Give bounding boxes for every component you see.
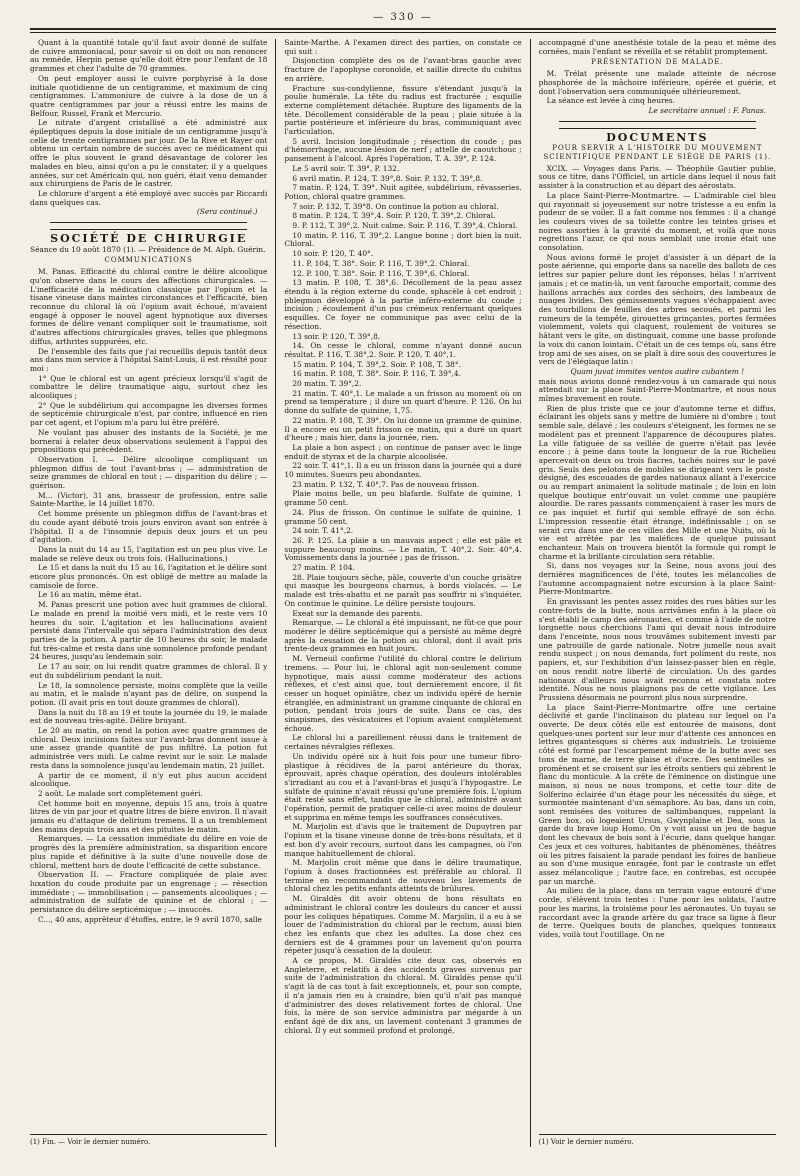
paragraph: 1° Que le chloral est un agent précieux lorsqu'il s'agit de combattre le délire traumatique aigu, surtout chez les alcooliques ;: [30, 373, 268, 401]
paragraph: Ne voulant pas abuser des instants de la Société, je me bornerai à relater deux observations seulement à l'appui des propositions qui précèdent.: [30, 427, 268, 455]
paragraph: 13 matin. P. 108, T. 38°,6. Décollement de la peau assez étendu à la région externe du coude, sphacèle à cet endroit ; phlegmon développé à la partie inféro-externe du coude ; incision ; écoulement d'un pus crémeux renfermant quelques esquilles. Ce foyer ne communique pas avec celui de la résection.: [284, 278, 522, 331]
reading: 13 soir. P. 120, T. 39°,8.: [292, 331, 381, 341]
paragraph: Plaie moins belle, un peu blafarde. Sulfate de quinine, 1 gramme 50 cent.: [284, 489, 522, 508]
section-divider: [50, 222, 247, 230]
paragraph: Le chloral lui a pareillement réussi dans le traitement de certaines névralgies réflexes.: [284, 733, 522, 752]
paragraph: M. Verneuil confirme l'utilité du chloral contre le delirium tremens. — Pour lui, le chloral agit non-seulement comme hypnotique, mais aussi comme modérateur des actions réflexes, et c'est ainsi que, tout dernièrement encore, il fit cesser un hoquet opiniâtre, chez un individu opéré de hernie étranglée, en administrant un gramme cinquante de chloral en potion, pendant trois jours de suite. Dans ce cas, des sinapismes, des vésicatoires et l'opium avaient complètement échoué.: [284, 654, 522, 733]
paragraph: M. Marjolin est d'avis que le traitement de Dupuytren par l'opium et la tisane vineuse donne de très-bons résultats, et il est bon d'y avoir recours, surtout dans les campagnes, où l'on manque habituellement de chloral.: [284, 822, 522, 858]
paragraph: M... (Victor), 31 ans, brasseur de profession, entre salle Sainte-Marthe, le 14 juillet 1870.: [30, 490, 268, 509]
reading: 12. P. 100, T. 38°. Soir. P. 116, T. 39°,6. Chloral.: [292, 268, 470, 278]
paragraph: 22 soir. T. 41°,1. Il a eu un frisson dans la journée qui a duré 10 minutes. Sueurs peu abondantes.: [284, 461, 522, 480]
reading: 14. On cesse le chloral, comme n'ayant donné aucun résultat. P. 116, T. 38°,2. Soir. P. 120, T. 40°,1.: [284, 341, 522, 359]
section-divider: [559, 121, 756, 129]
reading: 10 matin. P. 116, T. 39°,2. Langue bonne ; dort bien la nuit. Chloral.: [284, 230, 522, 249]
paragraph: 2° Que le subdélirium qui accompagne les diverses formes de septicémie chirurgicale n'est, par contre, influencé en rien par cet agent, et l'opium m'a paru lui être préféré.: [30, 400, 268, 428]
paragraph: Observation I. — Délire alcoolique compliquant un phlegmon diffus de tout l'avant-bras ; — administration de seize grammes de chloral en tout ; — disparition du délire ; — guérison.: [30, 454, 268, 491]
page-folio: — 330 —: [373, 12, 433, 23]
signature: Le secrétaire annuel : F. Panas.: [648, 105, 766, 115]
paragraph: Dans la nuit du 18 au 19 et toute la journée du 19, le malade est de nouveau très-agité. Délire bruyant.: [30, 707, 268, 726]
paragraph: En gravissant les pentes assez roides des rues bâties sur les contre-forts de la butte, nous arrivâmes enfin à la place où s'est établi le camp des aéronautes, et comme à l'aide de notre lorgnette nous cherchions l'ami qui devait nous introduire dans l'enceinte, nous nous trouvâmes subitement investi par une patrouille de garde nationale. Notre jumelle nous avait rendu suspect ; on nous demanda, fort poliment du reste, nos papiers, et, sur l'exhibition d'un laissez-passer bien en règle, on nous rendit notre liberté de circulation. Un des gardes nationaux d'ailleurs nous avait reconnu et constata notre identité. Nous ne nous plaignons pas de cette vigilance. Les Prussiens désormais ne pourront plus nous surprendre.: [538, 597, 776, 702]
reading: 7 soir. P. 132, T. 39°8. On continue la potion au chloral.: [292, 201, 499, 211]
reading: 6 avril matin. P. 124, T. 39°,8. Soir. P. 132, T. 39°,8.: [292, 173, 483, 183]
paragraph: C..., 40 ans, apprêteur d'étoffes, entre, le 9 avril 1870, salle: [38, 914, 262, 924]
paragraph: Le 18, la somnolence persiste, moins complète que la veille au matin, et le malade n'ayant pas de délire, on suspend la potion. (Il avait pris en tout douze grammes de chloral).: [30, 680, 268, 707]
paragraph: De l'ensemble des faits que j'ai recueillis depuis tantôt deux ans dans mon service à l'hôpital Saint-Louis, il est résulté pour moi :: [30, 346, 268, 373]
paragraph: Le 15 et dans la nuit du 15 au 16, l'agitation et le délire sont encore plus prononcés. On est obligé de mettre au malade la camisole de force.: [30, 563, 268, 590]
reading: 11. P. 104, T. 38°. Soir. P. 116, T. 39°,2. Chloral.: [292, 258, 470, 268]
paragraph: A ce propos, M. Giraldès cite deux cas, observés en Angleterre, et relatifs à des accidents graves survenus par suite de l'administration du chloral. M. Giraldès pense qu'il s'agit là de cas tout à fait exceptionnels, et, pour son compte, il n'a jamais rien eu à craindre, bien qu'il n'ait pas manqué d'administrer des doses relativement fortes de chloral. Une fois, la mère de son service administra par mégarde à un enfant âgé de dix ans, un lavement contenant 3 grammes de chloral. Il y eut sommeil profond et prolongé,: [284, 956, 522, 1035]
paragraph: Le 17 au soir, on lui rendit quatre grammes de chloral. Il y eut du subdélirium pendant la nuit.: [30, 662, 268, 680]
reading: 16 matin. P. 108, T. 38°. Soir. P. 116, T. 39°,4.: [292, 369, 461, 379]
paragraph: 5 avril. Incision longitudinale ; résection du coude ; pas d'hémorrhagie, aucune lésion de nerf ; attelle de caoutchouc ; pansement à l'alcool. Après l'opération, T. A. 39°, P. 124.: [284, 136, 522, 164]
column-1: [30, 39, 267, 1147]
paragraph: 21 matin. T. 40°,1. Le malade a un frisson au moment où on prend sa température ; il dure un quart d'heure. P. 126. On lui donne du sulfate de quinine, 1,75.: [284, 388, 522, 416]
reading: 7 matin. P. 124, T. 39°. Nuit agitée, subdélirium, rêvasseries. Potion, chloral quatre grammes.: [284, 183, 522, 201]
paragraph: mais nous avions donné rendez-vous à un camarade qui nous attendait sur la place Saint-Pierre-Montmartre, et nous nous mîmes bravement en route.: [538, 376, 776, 404]
columns: [30, 39, 776, 1147]
paragraph: Sainte-Marthe. A l'examen direct des parties, on constate ce qui suit :: [284, 39, 522, 56]
column-3: [539, 39, 776, 1147]
reading: 15 matin. P. 104, T. 39°,2. Soir. P. 108, T. 38°.: [292, 359, 461, 369]
paragraph: A partir de ce moment, il n'y eut plus aucun accident alcoolique.: [30, 770, 268, 789]
paragraph: 28. Plaie toujours sèche, pâle, couverte d'un couche grisâtre qui masque les bourgeons charnus, à bords violacés. — Le malade est très-abattu et ne paraît pas souffrir ni s'inquiéter. On continue le quinine. Le délire persiste toujours.: [284, 572, 522, 608]
latin-verse: Quam juvat immites ventos audire cubantem !: [570, 366, 745, 376]
paragraph: 26. P. 125. La plaie a un mauvais aspect ; elle est pâle et suppure beaucoup moins. — Le matin, T. 40°,2. Soir. 40°,4. Vomissements dans la journée ; pas de frisson.: [284, 535, 522, 563]
society-title: SOCIÉTÉ DE CHIRURGIE: [50, 232, 248, 246]
paragraph: 24 soir. T. 41°,2.: [292, 526, 354, 536]
paragraph: Cet homme présente un phlegmon diffus de l'avant-bras et du coude ayant débuté trois jours environ avant son entrée à l'hôpital. Il a de l'insomnie depuis deux jours et un peu d'agitation.: [30, 509, 268, 545]
paragraph: 22 matin. P. 108, T. 39°. On lui donne un gramme de quinine. Il a encore eu un petit frisson ce matin, qui a duré un quart d'heure ; mais hier, dans la journée, rien.: [284, 415, 522, 443]
communications-title: COMMUNICATIONS: [104, 256, 193, 265]
paragraph: M. Giraldès dit avoir obtenu de bons résultats en administrant le chloral contre les douleurs du cancer et aussi pour les coliques hépatiques. Comme M. Marjolin, il a eu à se louer de l'administration du chloral par le rectum, aussi bien chez les enfants que chez les adultes. La dose chez ces derniers est de 4 grammes pour un lavement qu'on pourra répéter jusqu'à cessation de la douleur.: [284, 894, 522, 956]
paragraph: Remarque. — Le chloral a été impuissant, ne fût-ce que pour modérer le délire septicémique qui a persisté au même degré après la cessation de la potion au chloral, dont il avait pris trente-deux grammes en huit jours.: [284, 618, 522, 654]
paragraph: Remarques. — La cessation immédiate du délire en voie de progrès dès la première administration, sa disparition encore plus rapide et définitive à la suite d'une nouvelle dose de chloral, mettent hors de doute l'efficacité de cette substance.: [30, 834, 268, 870]
paragraph: Observation II. — Fracture compliquée de plaie avec luxation du coude produite par un engrenage ; — résection immédiate ; — immobilisation ; — pansements alcooliques ; — administration de sulfate de quinine et de chloral ; — persistance du délire septicémique ; — insuccès.: [30, 870, 268, 915]
paragraph: La plaie a bon aspect ; on continue de panser avec le linge enduit de styrax et de la charpie alcoolisée.: [284, 442, 522, 461]
paragraph: Dans la nuit du 14 au 15, l'agitation est un peu plus vive. Le malade se relève deux ou trois fois. (Hallucinations.): [30, 544, 268, 563]
footnote: (1) Voir le dernier numéro.: [539, 1134, 776, 1147]
paragraph: Fracture sus-condylienne, fissure s'étendant jusqu'à la poulie humérale. La tête du radius est fracturée ; esquille externe complètement détachée. Rupture des ligaments de la tête. Décollement considérable de la peau ; plaie située à la partie postérieure et inférieure du bras, communiquant avec l'articulation.: [284, 83, 522, 137]
paragraph: 2 août. Le malade sort complètement guéri.: [38, 788, 203, 798]
paragraph: Le nitrate d'argent cristallisé a été administré aux épileptiques depuis la dose initiale de un centigramme jusqu'à celle de trente centigrammes par jour. De la Rive et Rayer ont obtenu un certain nombre de succès avec ce médicament qui offre le plus souvent le grand désavantage de colorer les malades en bleu, ainsi qu'on a pu le constater, il y a quelques années, sur cet Américain qui, non guéri, était venu demander aux chirurgiens de Paris de le castrer.: [30, 118, 268, 189]
column-rule: [530, 39, 531, 1147]
session-line: Séance du 10 août 1870 (1). — Présidence de M. Alph. Guérin.: [30, 244, 266, 254]
documents-title: DOCUMENTS: [606, 130, 709, 144]
reading: 20 matin. T. 39°,2.: [292, 379, 362, 389]
reading: 8 matin. P. 124, T. 39°,4. Soir. P. 120, T. 39°,2. Chloral.: [292, 211, 496, 221]
column-rule: [275, 39, 276, 1147]
paragraph: Disjonction complète des os de l'avant-bras gauche avec fracture de l'apophyse coronoïde, et saillie directe du cubitus en arrière.: [284, 56, 522, 83]
paragraph: M. Trélat présente une malade atteinte de nécrose phosphorée de la mâchoire inférieure, opérée et guérie, et dont l'observation sera communiquée ultérieurement.: [538, 69, 776, 96]
reading: 10 soir. P. 120, T. 40°.: [292, 249, 374, 259]
paragraph: Si, dans nos voyages sur la Seine, nous avons joui des dernières magnificences de l'été, toutes les mélancolies de l'automne accompagnaient notre excursion à la place Saint-Pierre-Montmartre.: [538, 561, 776, 597]
continued-note: (Sera continué.): [196, 207, 258, 217]
paragraph: 24. Plus de frisson. On continue le sulfate de quinine, 1 gramme 50 cent.: [284, 507, 522, 526]
documents-subtitle: POUR SERVIR A L'HISTOIRE DU MOUVEMENT SCIENTIFIQUE PENDANT LE SIÈGE DE PARIS (1).: [543, 144, 772, 162]
reading: 9. P. 112, T. 39°,2. Nuit calme. Soir. P. 116, T. 39°,4. Chloral.: [292, 221, 518, 231]
paragraph: Le 16 au matin, même état.: [38, 590, 142, 600]
paragraph: La place Saint-Pierre-Montmartre offre une certaine déclivité et garde l'inclinaison du plateau sur lequel on l'a ouverte. De deux côtés elle est entourée de maisons, dont quelques-unes portent sur leur mur d'attente ces annonces en lettres gigantesques si chères aux industriels. Le troisième côté est formé par l'escarpement même de la butte avec ses tons de marne, de terre glaise et d'ocre. Des sentinelles se promènent et se croisent sur les étroits sentiers qui zèbrent le flanc du monticule. A la crête de l'éminence on distingue une maison, si nous ne nous trompons, et cette tour dite de Solferino éclairée d'un étage pour les nécessités du siège, et surmontée maintenant d'un sémaphore. Au bas, dans un coin, sont remisées des voitures de saltimbanques, rappelant la Green box, où logeaient Ursus, Gwynplaine et Dea, sous la garde du brave loup Homo. On y voit aussi un jeu de bague dont les chevaux de bois sont à l'écurie, dans quelque hangar. Ces jeux et ces voitures, habitantes de phénomènes, théâtres où les pitres faisaient la parade pendant les foires de banlieue au son d'une musique enragée, font par le contraste un effet assez mélancolique ; l'autre face, en contrebas, est occupée par un marché.: [538, 702, 776, 886]
paragraph: M. Panas. Efficacité du chloral contre le délire alcoolique qu'on observe dans le cours des affections chirurgicales. — L'inefficacité de la médication classique par l'opium et la tisane vineuse dans maintes circonstances et l'efficacité, bien reconnue du chloral là où l'opium avait échoué, m'avaient engagé à opposer le nouvel agent hypnotique aux diverses formes de délire venant compliquer soit le traumatisme, soit d'autres affections chirurgicales graves, telles que phlegmons diffus, arthrites suppurées, etc.: [30, 267, 268, 346]
paragraph: XCIX. — Voyages dans Paris. — Théophile Gautier publie, sous ce titre, dans l'Officiel, un article dans lequel il nous fait assister à la construction et au départ des aérostats.: [538, 163, 776, 191]
paragraph: M. Panas prescrit une potion avec huit grammes de chloral. Le malade en prend la moitié vers midi, et le reste vers 10 heures du soir. L'agitation et les hallucinations avaient persisté dans l'intervalle qui sépara l'administration des deux parties de la potion. A partir de 10 heures du soir, le malade fut très-calme et resta dans une somnolence profonde pendant 24 heures, jusqu'au lendemain soir.: [30, 600, 268, 662]
paragraph: Rien de plus triste que ce jour d'automne terne et diffus, éclairant les objets sans y mettre de lumière ni d'ombre ; tout semble sale, délavé ; les couleurs s'éteignent, les formes ne se modèlent pas et prennent l'apparence de découpures plates. La ville fatiguée de sa veillée de guerre n'était pas levée encore ; à peine dans toute la longueur de la rue Richelieu apercevait-on deux ou trois fiacres, tachés noires sur le pavé gris. Seuls des pelotons de mobiles se dirigeant vers le poste désigné, des escouades de gardes nationaux allant à l'exercice ou au rempart animaient la solitude matinale ; de loin en loin quelque boutique entr'ouvait un volet comme une paupière alourdie. De rares passants commençaient à raser les murs de ce pas inquiet et furtif qui semble effrayé de son écho. L'impression ressentie était étrange, indéfinissable ; on se serait cru dans une de ces villes des Mille et une Nuits, où la vie est arrêtée par les maléfices de quelque puissant enchanteur. Mais on trouvera bientôt la formule qui rompt le charme et la brillante circulation sera rétablie.: [538, 403, 776, 561]
paragraph: 27 matin. P. 104.: [292, 563, 355, 573]
paragraph: M. Marjolin croit même que dans le délire traumatique, l'opium à doses fractionnées est préférable au chloral. Il termine en recommandant de nouveau les lavements de chloral chez les petits enfants atteints de brûlures.: [284, 858, 522, 894]
column-2: [284, 39, 521, 1147]
paragraph: Le 20 au matin, on rend la potion avec quatre grammes de chloral. Deux inciisions faites sur l'avant-bras donnent issue à une assez grande quantité de pus infiltré. La potion fut administrée vers midi. Le calme revint sur le soir. Le malade resta dans la somnolence jusqu'au lendemain matin, 21 juillet.: [30, 726, 268, 770]
reading: Le 5 avril soir. T. 39°, P. 132.: [292, 163, 400, 173]
paragraph: Un individu opéré six à huit fois pour une tumeur fibro-plastique à récidives de la paroi antérieure du thorax, éprouvait, après chaque opération, des douleurs intolérables s'irradiant au cou et à l'avant-bras et jusqu'à l'hypogastre. Le sulfate de quinine n'avait réussi qu'une première fois. L'opium était resté sans effet, tandis que le chloral, administré avant l'opération, permit de pratiquer celle-ci avec moins de douleur et supprima en même temps les souffrances consécutives.: [284, 751, 522, 822]
paragraph: accompagné d'une anesthésie totale de la peau et même des cornées, mais l'enfant se réveilla et se rétablit promptement.: [538, 39, 776, 56]
paragraph: Exeat sur la demande des parents.: [292, 608, 423, 618]
paragraph: Quant à la quantité totale qu'il faut avoir donné de sulfate de cuivre ammoniacal, pour savoir si on doit ou non renoncer au remède, Herpin pense qu'elle doit être pour l'enfant de 18 grammes et chez l'adulte de 70 grammes.: [30, 39, 268, 74]
footnote: (1) Fin. — Voir le dernier numéro.: [30, 1134, 267, 1147]
paragraph: Cet homme boit en moyenne, depuis 15 ans, trois à quatre litres de vin par jour et quatre litres de bière environ. Il n'avait jamais eu d'attaque de delirium tremens. Il a un tremblement des mains depuis trois ans et des pituites le matin.: [30, 798, 268, 834]
paragraph: 23 matin. P. 132, T. 40°,7. Pas de nouveau frisson.: [292, 479, 480, 489]
paragraph: La séance est levée à cinq heures.: [546, 96, 676, 106]
presentation-title: PRÉSENTATION DE MALADE.: [591, 58, 724, 67]
paragraph: Le chlorure d'argent a été employé avec succès par Riccardi dans quelques cas.: [30, 188, 268, 207]
top-rule: [30, 28, 776, 33]
paragraph: Nous avions formé le projet d'assister à un départ de la poste aérienne, qui emporte dans sa nacelle des ballots de ces lettres sur papier pelure dont les réponses, hélas ! n'arrivent jamais ; et ce matin-là, un vent farouche emportait, comme des haillons arrachés aux cordes des séchoirs, des lambeaux de nuages livides. Des gémissements vagues s'échappaient avec des tourbillons de feuilles des arbres secoués, et parmi les rumeurs de la tempête, girouettes grinçantes, portes fermées violemment, volets qui claquent, roulement de voitures se hâtant vers le gîte, on distinguait, comme une basse profonde la voix du canon lointain. C'était un de ces temps où, sans être trop ami de ses aises, on se plaît à dire sous des couvertures le vers de l'élégiaque latin :: [538, 252, 776, 367]
paragraph: On peut employer aussi le cuivre porphyrisé à la dose initiale quotidienne de un centigramme, et maximum de cinq centigrammes. L'ammoniure de cuivre à la dose de un à quatre centigrammes par jour a réussi entre les mains de Belfour, Russel, Frank et Mercurio.: [30, 73, 268, 118]
paragraph: La place Saint-Pierre-Montmartre. — L'admirable ciel bleu qui rayonnait si joyeusement sur notre tristesse a eu enfin la pudeur de se voiler. Il a fait comme nos femmes : il a changé les couleurs vives de sa toilette contre les teintes grises et noires assorties à la gravité du moment, et voilà que nous regrettons l'azur, ce qui nous semblait une ironie était une consolation.: [538, 190, 776, 253]
paragraph: Au milieu de la place, dans un terrain vague entouré d'une corde, s'élèvent trois tentes : l'une pour les soldats, l'autre pour les marins, la troisième pour les aéronautes. Un tuyau se raccordant avec la grande artère du gaz trace sa ligne à fleur de terre. Quelques bouts de planches, quelques tonneaux vides, voilà tout l'outillage. On ne: [538, 886, 776, 939]
